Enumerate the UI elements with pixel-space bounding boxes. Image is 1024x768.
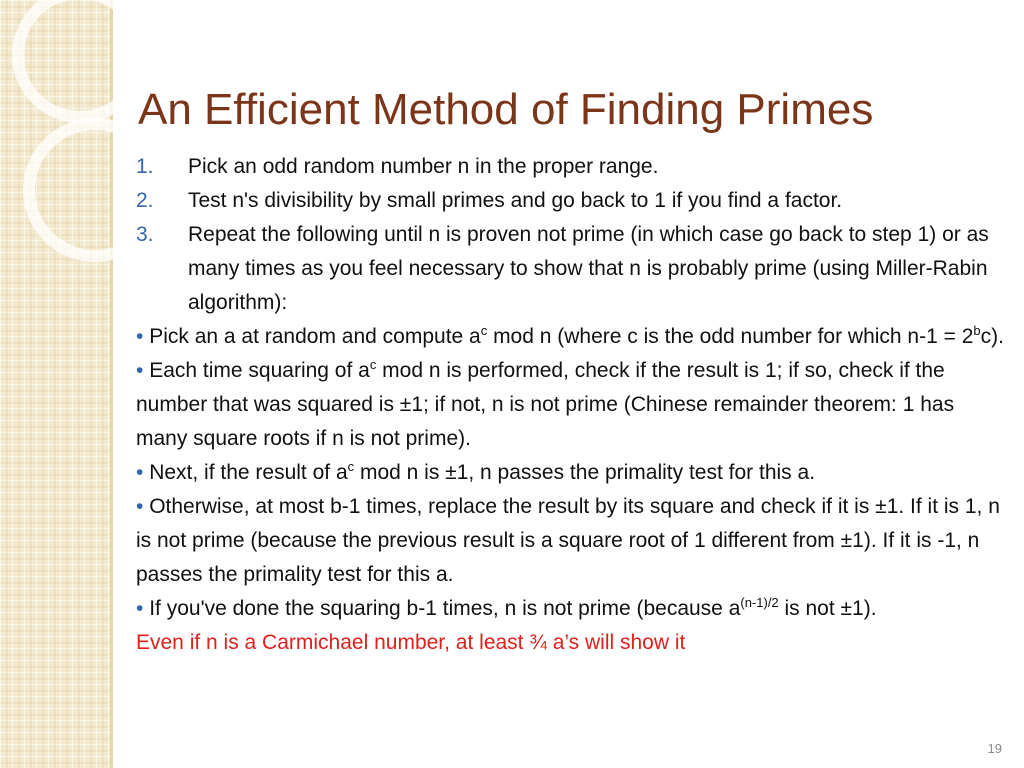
step-number: 2. bbox=[136, 189, 154, 212]
slide-number: 19 bbox=[987, 741, 1002, 756]
bullet-text: Each time squaring of a bbox=[149, 359, 370, 382]
superscript: c bbox=[480, 323, 488, 338]
superscript: b bbox=[973, 323, 981, 338]
bullet-text: mod n (where c is the odd number for which n-1 = 2 bbox=[487, 325, 974, 348]
superscript: c bbox=[347, 459, 355, 474]
bullet-item-2 bbox=[136, 354, 1008, 456]
bullet-item-5 bbox=[136, 592, 1008, 626]
step-text: Repeat the following until n is proven not prime (in which case go back to step 1) or as many times as you feel necessary to show that n is probably prime (using Miller-Rabin algorithm): bbox=[188, 223, 989, 314]
bullet-text: Pick an a at random and compute a bbox=[149, 325, 481, 348]
bullet-text: If you've done the squaring b-1 times, n is not prime (because a bbox=[149, 597, 741, 620]
bullet-glyph: • bbox=[136, 495, 144, 518]
bullet-text: mod n is performed, check if the result is 1; if so, check if the number that was squared is ±1; if not, n is not prime (Chinese remainder theorem: 1 has many square roots if n is not prime). bbox=[136, 359, 955, 450]
bullet-glyph: • bbox=[136, 461, 144, 484]
bullet-text: c). bbox=[980, 325, 1004, 348]
bullet-text: Next, if the result of a bbox=[149, 461, 348, 484]
step-item-1 bbox=[136, 150, 1008, 184]
step-item-2 bbox=[136, 184, 1008, 218]
decorative-rings bbox=[0, 0, 140, 320]
bullet-glyph: • bbox=[136, 597, 144, 620]
carmichael-note: Even if n is a Carmichael number, at least ¾ a’s will show it bbox=[136, 631, 686, 654]
step-text: Test n's divisibility by small primes and go back to 1 if you find a factor. bbox=[188, 189, 843, 212]
bullet-glyph: • bbox=[136, 359, 144, 382]
step-number: 1. bbox=[136, 155, 154, 178]
step-text: Pick an odd random number n in the proper range. bbox=[188, 155, 659, 178]
step-number: 3. bbox=[136, 223, 154, 246]
slide-body bbox=[136, 150, 1008, 660]
bullet-item-1 bbox=[136, 320, 1008, 354]
step-item-3 bbox=[136, 218, 1008, 320]
superscript: c bbox=[369, 357, 377, 372]
bullet-item-3 bbox=[136, 456, 1008, 490]
bullet-text: is not ±1). bbox=[778, 597, 877, 620]
bullet-text: Otherwise, at most b-1 times, replace the result by its square and check if it is ±1. If it is 1, n is not prime (because the previous result is a square root of 1 different from ±1). If it is -1, n passes the primality test for this a. bbox=[136, 495, 1000, 586]
bullet-item-4 bbox=[136, 490, 1008, 592]
superscript: (n-1)/2 bbox=[740, 595, 779, 610]
bullet-text: mod n is ±1, n passes the primality test for this a. bbox=[354, 461, 816, 484]
slide-title: An Efficient Method of Finding Primes bbox=[138, 85, 874, 134]
bullet-glyph: • bbox=[136, 325, 144, 348]
